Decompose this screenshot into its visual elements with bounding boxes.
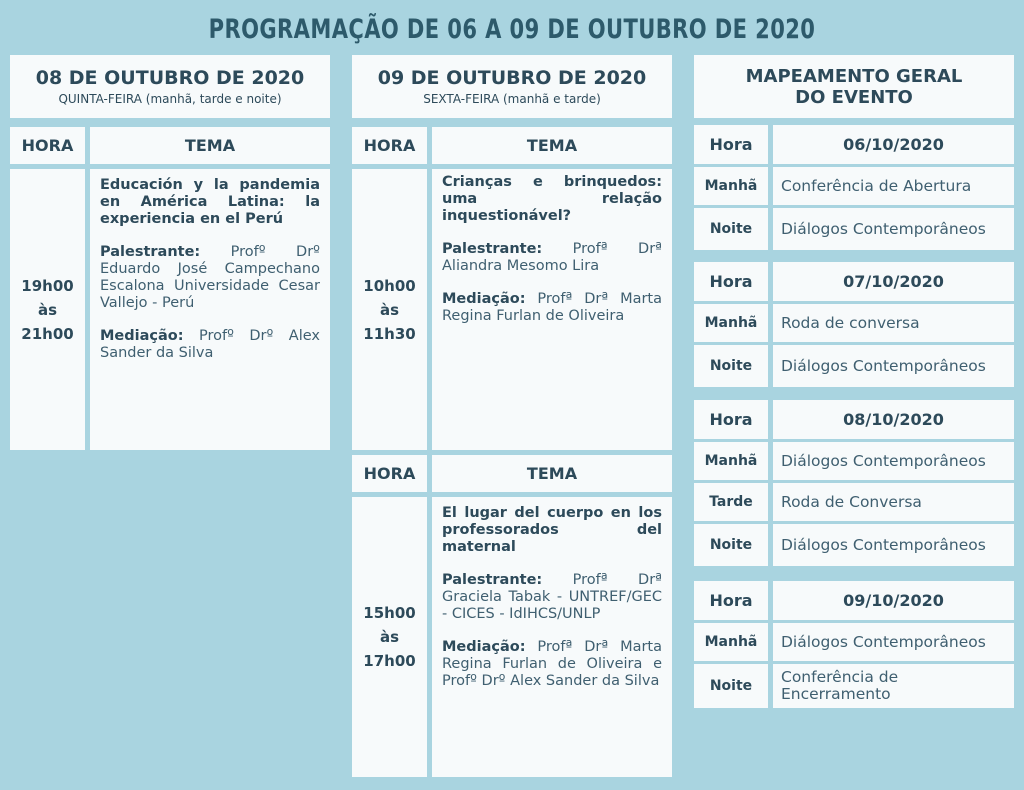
day2-s2-time-start: 15h00 <box>363 604 416 622</box>
palestrante-name: Profª Drª Graciela Tabak - UNTREF/GEC - CICES - IdIHCS/UNLP <box>442 572 662 622</box>
day2-session1-time <box>352 169 427 450</box>
day2-s1-mediacao <box>442 291 662 325</box>
map-hora-1: Hora <box>694 125 768 164</box>
palestrante-label: Palestrante: <box>100 244 201 260</box>
mediacao-label: Mediação: <box>442 639 526 655</box>
map-period: Noite <box>694 524 768 566</box>
map-title-line2: DO EVENTO <box>795 86 913 108</box>
day1-session-time <box>10 169 85 450</box>
map-period: Manhã <box>694 304 768 342</box>
day2-s1-time-sep: às <box>379 300 400 319</box>
day2-s2-mediacao <box>442 639 662 690</box>
map-hora-3: Hora <box>694 400 768 439</box>
map-period: Manhã <box>694 442 768 480</box>
day2-session2-content <box>432 497 672 777</box>
map-activity: Diálogos Contemporâneos <box>773 524 1014 566</box>
day2-hora-header: HORA <box>352 127 427 164</box>
day1-palestrante <box>100 244 320 312</box>
map-activity: Diálogos Contemporâneos <box>773 345 1014 387</box>
map-activity: Roda de conversa <box>773 304 1014 342</box>
mediacao-name: Profº Drº Alex Sander da Silva <box>100 328 320 361</box>
map-header <box>694 55 1014 118</box>
palestrante-label: Palestrante: <box>442 241 543 257</box>
map-date-4: 09/10/2020 <box>773 581 1014 620</box>
day2-s1-time-end: 11h30 <box>363 324 416 343</box>
day2-s2-time-end: 17h00 <box>363 652 416 670</box>
palestrante-name: Profª Drª Aliandra Mesomo Lira <box>442 241 662 274</box>
map-period: Noite <box>694 345 768 387</box>
day2-header <box>352 55 672 118</box>
day1-time-end: 21h00 <box>21 324 74 343</box>
palestrante-label: Palestrante: <box>442 572 543 588</box>
day1-time-start: 19h00 <box>21 276 74 295</box>
day2-s2-time-sep: às <box>379 628 400 646</box>
day1-time-sep: às <box>37 300 58 319</box>
day1-hora-header: HORA <box>10 127 85 164</box>
map-period: Tarde <box>694 483 768 521</box>
map-date-2: 07/10/2020 <box>773 262 1014 301</box>
day2-s1-palestrante <box>442 241 662 275</box>
map-activity: Diálogos Contemporâneos <box>773 208 1014 250</box>
day1-header <box>10 55 330 118</box>
day2-session2-tema: El lugar del cuerpo en los professorados del maternal <box>442 505 662 555</box>
palestrante-name: Profº Drº Eduardo José Campechano Escalona Universidade Cesar Vallejo - Perú <box>100 244 320 311</box>
map-activity: Diálogos Contemporâneos <box>773 442 1014 480</box>
day2-session1-content <box>432 169 672 450</box>
map-period: Noite <box>694 664 768 708</box>
map-period: Manhã <box>694 623 768 661</box>
day2-session1-tema: Crianças e brinquedos: uma relação inquestionável? <box>442 174 662 224</box>
day2-session2-time <box>352 497 427 777</box>
day2-s2-palestrante <box>442 572 662 623</box>
day1-subtitle: QUINTA-FEIRA (manhã, tarde e noite) <box>58 92 282 106</box>
map-date-3: 08/10/2020 <box>773 400 1014 439</box>
mediacao-name: Profª Drª Marta Regina Furlan de Oliveira <box>442 291 662 324</box>
mediacao-label: Mediação: <box>100 328 184 344</box>
day2-subtitle: SEXTA-FEIRA (manhã e tarde) <box>423 92 601 106</box>
day2-tema-header: TEMA <box>432 127 672 164</box>
page-title: PROGRAMAÇÃO DE 06 A 09 DE OUTUBRO DE 2020 <box>208 14 816 45</box>
map-activity: Diálogos Contemporâneos <box>773 623 1014 661</box>
map-date-1: 06/10/2020 <box>773 125 1014 164</box>
map-activity: Conferência de Abertura <box>773 167 1014 205</box>
map-title-line1: MAPEAMENTO GERAL <box>745 65 963 87</box>
map-hora-2: Hora <box>694 262 768 301</box>
day2-hora-header-2: HORA <box>352 455 427 492</box>
day2-s1-time-start: 10h00 <box>363 276 416 295</box>
mediacao-label: Mediação: <box>442 291 526 307</box>
day1-tema-header: TEMA <box>90 127 330 164</box>
day1-session-content <box>90 169 330 450</box>
day1-mediacao <box>100 328 320 362</box>
mediacao-name: Profª Drª Marta Regina Furlan de Oliveira e Profº Drº Alex Sander da Silva <box>442 639 662 689</box>
day2-title: 09 DE OUTUBRO DE 2020 <box>377 67 647 89</box>
day1-title: 08 DE OUTUBRO DE 2020 <box>35 67 305 89</box>
map-hora-4: Hora <box>694 581 768 620</box>
map-period: Manhã <box>694 167 768 205</box>
map-period: Noite <box>694 208 768 250</box>
day2-tema-header-2: TEMA <box>432 455 672 492</box>
map-activity: Conferência de Encerramento <box>773 664 1014 708</box>
day1-session-tema: Educación y la pandemia en América Latina: la experiencia en el Perú <box>100 177 320 227</box>
map-activity: Roda de Conversa <box>773 483 1014 521</box>
